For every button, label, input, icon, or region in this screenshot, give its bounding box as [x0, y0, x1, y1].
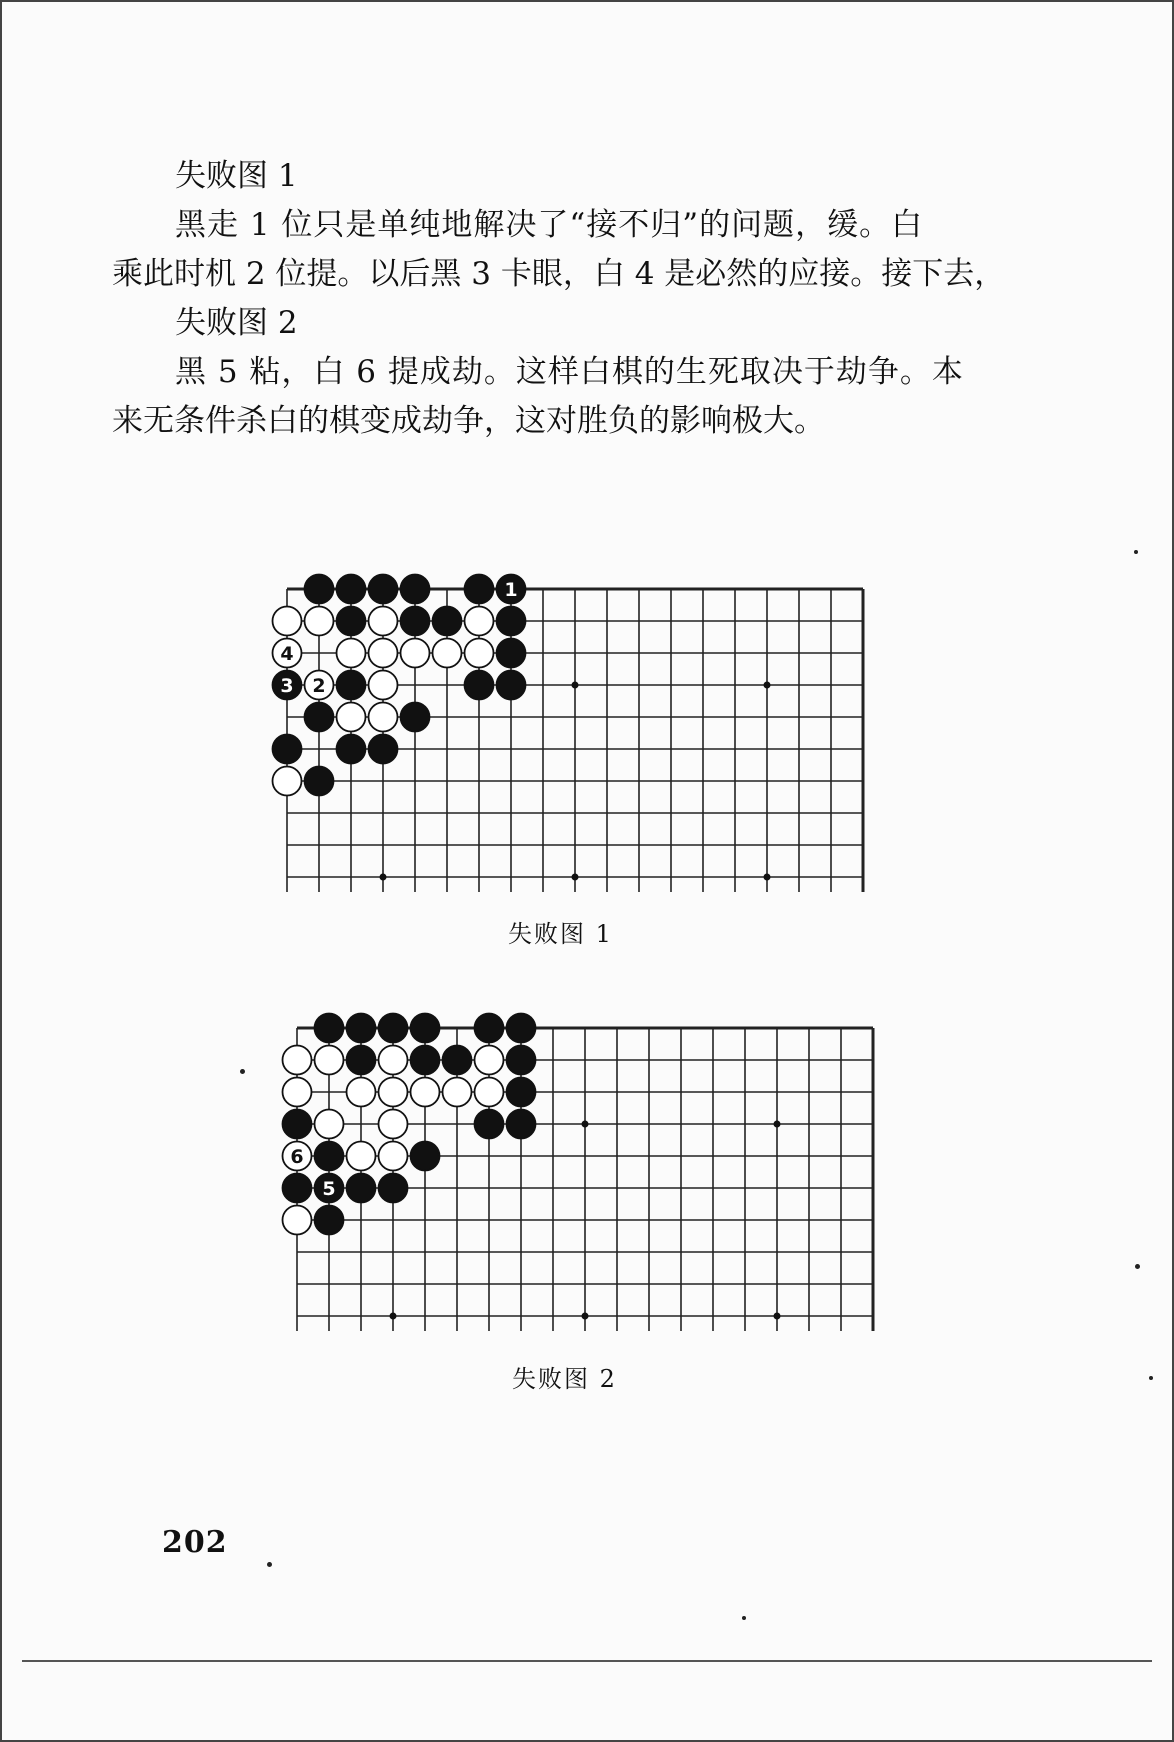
diagram2-white-stone [347, 1142, 376, 1171]
diagram1-white-stone [337, 703, 366, 732]
diagram1-black-stone [369, 575, 398, 604]
diagram2-black-stone [475, 1110, 504, 1139]
diagram2-black-stone [283, 1110, 312, 1139]
diagram1-black-stone [305, 703, 334, 732]
scan-speck [267, 1562, 272, 1567]
diagram1-star-point [380, 874, 387, 881]
diagram1-white-stone [369, 671, 398, 700]
diagram1-move-number: 3 [280, 675, 294, 697]
diagram1-white-stone [369, 639, 398, 668]
go-diagram-2 [272, 1011, 882, 1335]
scan-speck [1134, 550, 1138, 554]
diagram1-black-stone [337, 607, 366, 636]
diagram2-white-stone [379, 1046, 408, 1075]
diagram2-black-stone [379, 1014, 408, 1043]
diagram2-move-number: 5 [322, 1178, 336, 1200]
diagram1-white-stone [369, 607, 398, 636]
diagram1-black-stone [401, 703, 430, 732]
diagram2-black-stone [347, 1174, 376, 1203]
diagram2-black-stone [315, 1206, 344, 1235]
diagram1-black-stone [305, 575, 334, 604]
paragraph-2-line-1: 黑 5 粘，白 6 提成劫。这样白棋的生死取决于劫争。本 [175, 354, 964, 390]
diagram2-black-stone [443, 1046, 472, 1075]
diagram1-black-stone [273, 735, 302, 764]
diagram2-black-stone [379, 1174, 408, 1203]
diagram2-white-stone [379, 1110, 408, 1139]
diagram1-black-stone [433, 607, 462, 636]
diagram1-black-stone [465, 575, 494, 604]
diagram2-white-stone [475, 1078, 504, 1107]
paragraph-2-line-2: 来无条件杀白的棋变成劫争，这对胜负的影响极大。 [112, 403, 825, 439]
diagram2-black-stone [315, 1142, 344, 1171]
paragraph-1-line-1: 黑走 1 位只是单纯地解决了“接不归”的问题，缓。白 [175, 207, 924, 243]
heading-failure-2: 失败图 2 [175, 305, 298, 341]
diagram1-white-stone [273, 607, 302, 636]
diagram1-black-stone [401, 607, 430, 636]
diagram1-black-stone [337, 671, 366, 700]
diagram1-black-stone [497, 607, 526, 636]
scan-speck [1135, 1264, 1140, 1269]
diagram2-move-number: 6 [290, 1146, 304, 1168]
diagram1-white-stone [401, 639, 430, 668]
scan-speck [1149, 1376, 1153, 1380]
diagram2-black-stone [347, 1046, 376, 1075]
diagram1-black-stone [305, 767, 334, 796]
diagram2-white-stone [443, 1078, 472, 1107]
diagram2-white-stone [315, 1046, 344, 1075]
go-board-2 [272, 1011, 882, 1331]
diagram2-black-stone [411, 1142, 440, 1171]
diagram1-star-point [764, 682, 771, 689]
diagram2-white-stone [283, 1206, 312, 1235]
diagram1-move-number: 1 [504, 579, 518, 601]
diagram2-white-stone [315, 1110, 344, 1139]
page-bottom-rule [22, 1660, 1152, 1662]
page-number: 202 [162, 1525, 228, 1560]
diagram1-black-stone [369, 735, 398, 764]
scan-speck [742, 1616, 746, 1620]
diagram2-black-stone [475, 1014, 504, 1043]
diagram1-black-stone [465, 671, 494, 700]
diagram1-white-stone [465, 607, 494, 636]
diagram2-white-stone [379, 1078, 408, 1107]
scan-speck [240, 1069, 245, 1074]
commentary-text [112, 152, 1012, 446]
diagram1-black-stone [337, 575, 366, 604]
diagram2-black-stone [283, 1174, 312, 1203]
diagram2-white-stone [283, 1046, 312, 1075]
diagram-2-caption: 失败图 2 [512, 1365, 617, 1393]
diagram1-black-stone [497, 639, 526, 668]
diagram2-star-point [582, 1121, 589, 1128]
heading-failure-1: 失败图 1 [175, 158, 298, 194]
diagram1-star-point [572, 874, 579, 881]
diagram2-star-point [582, 1313, 589, 1320]
diagram1-move-number: 4 [280, 643, 294, 665]
diagram1-white-stone [305, 607, 334, 636]
diagram2-black-stone [507, 1110, 536, 1139]
diagram2-white-stone [283, 1078, 312, 1107]
diagram2-black-stone [347, 1014, 376, 1043]
diagram2-star-point [774, 1313, 781, 1320]
diagram1-white-stone [337, 639, 366, 668]
diagram1-white-stone [273, 767, 302, 796]
diagram2-black-stone [507, 1014, 536, 1043]
diagram-1-caption: 失败图 1 [508, 920, 613, 948]
diagram2-star-point [390, 1313, 397, 1320]
diagram1-white-stone [465, 639, 494, 668]
diagram2-white-stone [379, 1142, 408, 1171]
diagram2-white-stone [475, 1046, 504, 1075]
go-diagram-1 [262, 572, 872, 896]
diagram1-black-stone [401, 575, 430, 604]
diagram2-black-stone [507, 1078, 536, 1107]
diagram2-black-stone [411, 1046, 440, 1075]
diagram1-black-stone [497, 671, 526, 700]
diagram1-white-stone [369, 703, 398, 732]
diagram1-star-point [764, 874, 771, 881]
diagram1-black-stone [337, 735, 366, 764]
diagram1-star-point [572, 682, 579, 689]
diagram2-star-point [774, 1121, 781, 1128]
paragraph-1-line-2: 乘此时机 2 位提。以后黑 3 卡眼，白 4 是必然的应接。接下去， [112, 256, 1006, 292]
diagram2-white-stone [411, 1078, 440, 1107]
diagram2-black-stone [411, 1014, 440, 1043]
diagram2-white-stone [347, 1078, 376, 1107]
diagram1-move-number: 2 [312, 675, 326, 697]
go-board-1 [262, 572, 872, 892]
diagram2-black-stone [507, 1046, 536, 1075]
diagram2-black-stone [315, 1014, 344, 1043]
diagram1-white-stone [433, 639, 462, 668]
